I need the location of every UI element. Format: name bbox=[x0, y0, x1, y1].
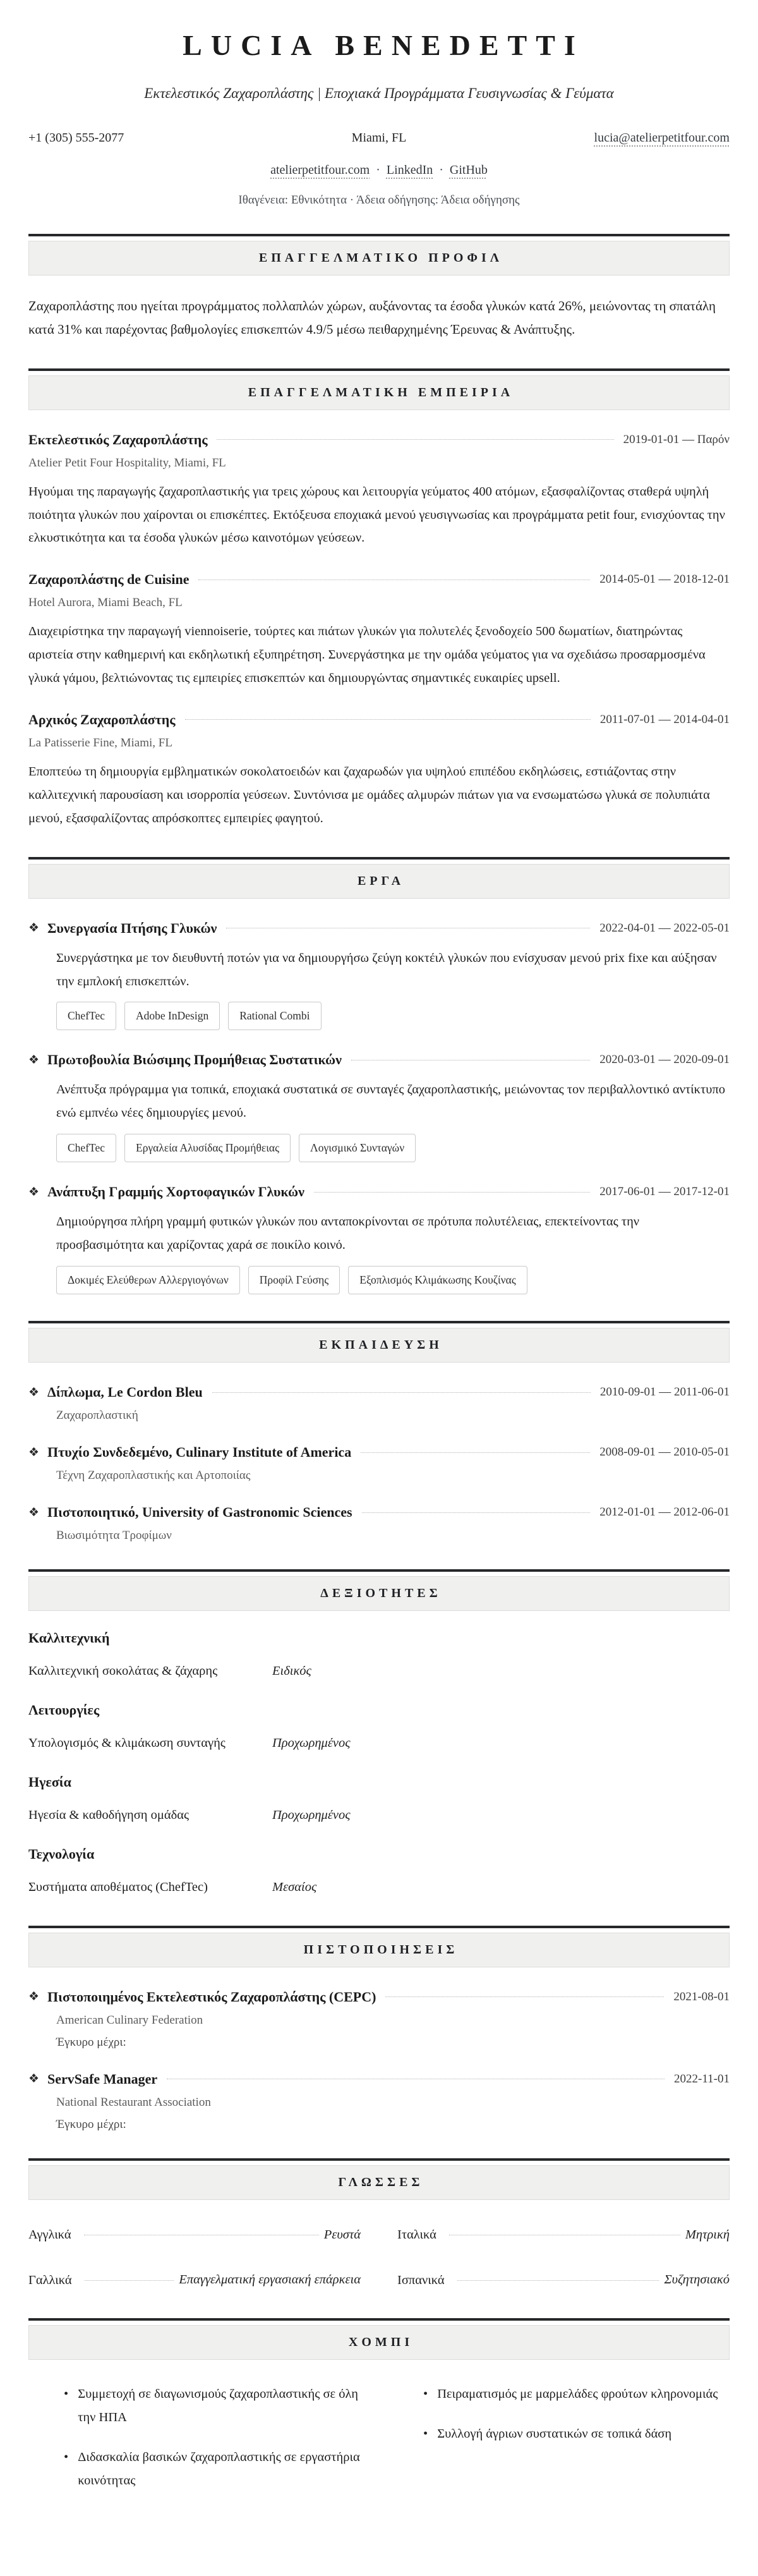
dotted-leader bbox=[185, 719, 591, 720]
dotted-leader bbox=[212, 1392, 591, 1393]
job-description: Ηγούμαι της παραγωγής ζαχαροπλαστικής για τρεις χώρους και λειτουργία γεύματος 400 ατόμων, εξασφαλίζοντας σταθερά υψηλή ποιότητα γλυκών που χαίρονται οι επισκέπτες. Εκτόξευσα εποχιακά μενού γευσιγνωσίας και προγράμματα petit four, ενισχύοντας την ελκυστικότητα και τα έσοδα γλυκών μέσω καινοτόμων γεύσεων. bbox=[28, 484, 725, 545]
skill-level: Προχωρημένος bbox=[272, 1807, 351, 1822]
project-tags bbox=[56, 1002, 730, 1030]
language-row bbox=[28, 2224, 361, 2247]
project-tags bbox=[56, 1266, 730, 1294]
language-row bbox=[28, 2269, 361, 2292]
valid-until-label: Έγκυρο μέχρι: bbox=[56, 2117, 126, 2131]
project-description: Συνεργάστηκα με τον διευθυντή ποτών για να δημιουργήσω ζεύγη κοκτέιλ γλυκών που ενίσχυσαν μενού prix fixe και αύξησαν την εμπλοκή επισκεπτών. bbox=[56, 951, 717, 988]
diamond-icon: ❖ bbox=[28, 1053, 40, 1067]
tag-chip: Adobe InDesign bbox=[124, 1002, 220, 1030]
dotted-leader bbox=[362, 1512, 591, 1513]
entry-header bbox=[28, 1989, 730, 2005]
section-title-skills: ΔΕΞΙΟΤΗΤΕΣ bbox=[28, 1576, 730, 1611]
certification-title: ServSafe Manager bbox=[47, 2070, 158, 2087]
job-dates: 2011-07-01 — 2014-04-01 bbox=[599, 712, 730, 726]
project-entry bbox=[28, 1052, 730, 1162]
entry-header bbox=[28, 1052, 730, 1068]
diamond-icon: ❖ bbox=[28, 1185, 40, 1199]
hobby-text: Διδασκαλία βασικών ζαχαροπλαστικής σε εργαστήρια κοινότητας bbox=[78, 2450, 360, 2488]
person-tagline: Εκτελεστικός Ζαχαροπλάστης | Εποχιακά Προγράμματα Γευσιγνωσίας & Γεύματα bbox=[144, 85, 614, 101]
section-divider bbox=[28, 2158, 730, 2161]
entry-header bbox=[28, 571, 730, 588]
experience-entry bbox=[28, 571, 730, 690]
job-title: Αρχικός Ζαχαροπλάστης bbox=[28, 711, 176, 727]
linkedin-link[interactable]: LinkedIn bbox=[386, 162, 433, 177]
dotted-leader bbox=[314, 1192, 590, 1193]
dotted-leader bbox=[361, 1452, 590, 1453]
person-name: LUCIA BENEDETTI bbox=[183, 29, 584, 61]
project-description: Δημιούργησα πλήρη γραμμή φυτικών γλυκών που ανταποκρίνονται σε πρότυπα πολυτέλειας, επεκτείνοντας την προσβασιμότητα και χαρίζοντας χαρά σε ποικίλο κοινό. bbox=[56, 1215, 640, 1253]
job-title: Ζαχαροπλάστης de Cuisine bbox=[28, 571, 190, 588]
section-title-certifications: ΠΙΣΤΟΠΟΙΗΣΕΙΣ bbox=[28, 1933, 730, 1967]
section-divider bbox=[28, 857, 730, 860]
dotted-leader bbox=[385, 1996, 664, 1997]
section-divider bbox=[28, 1321, 730, 1323]
degree-title: Δίπλωμα, Le Cordon Bleu bbox=[47, 1384, 203, 1400]
project-tags bbox=[56, 1134, 730, 1162]
bullet-icon: • bbox=[423, 2387, 428, 2402]
entry-header bbox=[28, 1444, 730, 1461]
phone-number: +1 (305) 555-2077 bbox=[28, 130, 124, 145]
education-dates: 2008-09-01 — 2010-05-01 bbox=[599, 1445, 730, 1459]
skill-name: Καλλιτεχνική σοκολάτας & ζάχαρης bbox=[28, 1664, 218, 1678]
entry-header bbox=[28, 2071, 730, 2087]
skill-category: Καλλιτεχνική bbox=[28, 1630, 110, 1646]
entry-header bbox=[28, 1384, 730, 1400]
language-level: Μητρική bbox=[685, 2227, 730, 2242]
hobby-item bbox=[64, 2383, 370, 2429]
section-skills bbox=[28, 1569, 730, 1899]
skill-name: Συστήματα αποθέματος (ChefTec) bbox=[28, 1880, 208, 1894]
education-entry bbox=[28, 1384, 730, 1423]
hobby-text: Συμμετοχή σε διαγωνισμούς ζαχαροπλαστικής σε όλη την ΗΠΑ bbox=[78, 2387, 359, 2425]
website-link[interactable]: atelierpetitfour.com bbox=[270, 162, 370, 177]
section-divider bbox=[28, 1569, 730, 1572]
entry-header bbox=[28, 432, 730, 448]
degree-title: Πτυχίο Συνδεδεμένο, Culinary Institute of America bbox=[47, 1444, 352, 1460]
section-experience bbox=[28, 368, 730, 830]
section-languages bbox=[28, 2158, 730, 2292]
skill-name: Ηγεσία & καθοδήγηση ομάδας bbox=[28, 1807, 190, 1822]
project-dates: 2017-06-01 — 2017-12-01 bbox=[599, 1185, 730, 1199]
language-level: Ρευστά bbox=[323, 2227, 361, 2242]
language-name: Γαλλικά bbox=[28, 2273, 72, 2287]
project-entry bbox=[28, 920, 730, 1031]
bullet-icon: • bbox=[64, 2387, 69, 2402]
language-level: Επαγγελματική εργασιακή επάρκεια bbox=[179, 2273, 361, 2287]
job-company: Atelier Petit Four Hospitality, Miami, FL bbox=[28, 456, 226, 470]
tag-chip: ChefTec bbox=[56, 1134, 116, 1162]
dotted-leader bbox=[85, 2280, 174, 2281]
section-divider bbox=[28, 2318, 730, 2321]
project-description: Ανέπτυξα πρόγραμμα για τοπικά, εποχιακά συστατικά σε συνταγές ζαχαροπλαστικής, μειώνοντας τον περιβαλλοντικό αντίκτυπο ενώ εμπνέω νέες δημιουργίες μενού. bbox=[56, 1083, 725, 1121]
language-name: Αγγλικά bbox=[28, 2227, 71, 2242]
hobby-text: Συλλογή άγριων συστατικών σε τοπικά δάση bbox=[437, 2427, 672, 2441]
skill-level: Προχωρημένος bbox=[272, 1735, 351, 1750]
entry-header bbox=[28, 920, 730, 937]
entry-header bbox=[28, 1504, 730, 1521]
languages-grid bbox=[28, 2224, 730, 2292]
job-dates: 2014-05-01 — 2018-12-01 bbox=[599, 573, 730, 586]
tag-chip: Εξοπλισμός Κλιμάκωσης Κουζίνας bbox=[348, 1266, 527, 1294]
hobby-list-left bbox=[28, 2383, 370, 2509]
job-company: Hotel Aurora, Miami Beach, FL bbox=[28, 596, 183, 610]
language-level: Συζητησιακό bbox=[664, 2273, 730, 2287]
diamond-icon: ❖ bbox=[28, 1445, 40, 1459]
experience-entry bbox=[28, 432, 730, 550]
dotted-leader bbox=[217, 439, 613, 440]
section-title-hobbies: ΧΟΜΠΙ bbox=[28, 2325, 730, 2360]
education-field: Ζαχαροπλαστική bbox=[56, 1409, 138, 1422]
education-dates: 2012-01-01 — 2012-06-01 bbox=[599, 1505, 730, 1519]
job-description: Εποπτεύω τη δημιουργία εμβληματικών σοκολατοειδών και ζαχαρωδών για υψηλού επιπέδου εκδηλώσεις, εστιάζοντας στην καλλιτεχνική παρουσίαση και ισορροπία γεύσεων. Συντόνισα με ομάδες αλμυρών πιάτων για να ενσωματώσω γλυκά σε πολυπιάτα μενού, εξασφαλίζοντας απρόσκοπτες εμπειρίες φαγητού. bbox=[28, 764, 710, 825]
valid-until-label: Έγκυρο μέχρι: bbox=[56, 2035, 126, 2049]
section-title-projects: ΕΡΓΑ bbox=[28, 864, 730, 899]
bullet-icon: • bbox=[423, 2427, 428, 2441]
project-entry bbox=[28, 1184, 730, 1294]
certification-entry bbox=[28, 2071, 730, 2132]
project-title: Ανάπτυξη Γραμμής Χορτοφαγικών Γλυκών bbox=[47, 1184, 304, 1200]
education-dates: 2010-09-01 — 2011-06-01 bbox=[599, 1385, 730, 1399]
certification-issuer: National Restaurant Association bbox=[56, 2095, 211, 2109]
hobby-item bbox=[423, 2383, 730, 2406]
job-company: La Patisserie Fine, Miami, FL bbox=[28, 736, 172, 750]
section-title-languages: ΓΛΩΣΣΕΣ bbox=[28, 2165, 730, 2200]
education-field: Βιωσιμότητα Τροφίμων bbox=[56, 1529, 172, 1542]
skill-name: Υπολογισμός & κλιμάκωση συνταγής bbox=[28, 1735, 226, 1750]
project-dates: 2020-03-01 — 2020-09-01 bbox=[599, 1053, 730, 1067]
tag-chip: Rational Combi bbox=[228, 1002, 321, 1030]
project-title: Συνεργασία Πτήσης Γλυκών bbox=[47, 920, 217, 936]
diamond-icon: ❖ bbox=[28, 1990, 40, 2003]
skill-category: Ηγεσία bbox=[28, 1773, 71, 1790]
skill-row bbox=[28, 1804, 445, 1827]
skill-row bbox=[28, 1876, 445, 1899]
resume-header bbox=[28, 29, 730, 207]
section-title-profile: ΕΠΑΓΓΕΛΜΑΤΙΚΟ ΠΡΟΦΙΛ bbox=[28, 241, 730, 276]
certification-date: 2021-08-01 bbox=[673, 1990, 730, 2003]
project-title: Πρωτοβουλία Βιώσιμης Προμήθειας Συστατικών bbox=[47, 1052, 342, 1068]
tag-chip: Προφίλ Γεύσης bbox=[248, 1266, 340, 1294]
tag-chip: Εργαλεία Αλυσίδας Προμήθειας bbox=[124, 1134, 291, 1162]
skill-category: Λειτουργίες bbox=[28, 1701, 100, 1718]
tag-chip: ChefTec bbox=[56, 1002, 116, 1030]
certification-title: Πιστοποιημένος Εκτελεστικός Ζαχαροπλάστης (CEPC) bbox=[47, 1988, 376, 2005]
skill-row bbox=[28, 1660, 445, 1683]
certification-issuer: American Culinary Federation bbox=[56, 2013, 203, 2027]
citizenship-license-meta: Ιθαγένεια: Εθνικότητα · Άδεια οδήγησης: Άδεια οδήγησης bbox=[238, 193, 520, 207]
section-projects bbox=[28, 857, 730, 1294]
bullet-icon: • bbox=[64, 2450, 69, 2465]
skill-level: Μεσαίος bbox=[272, 1880, 317, 1894]
job-dates: 2019-01-01 — Παρόν bbox=[623, 432, 730, 446]
skill-category: Τεχνολογία bbox=[28, 1845, 95, 1862]
experience-entry bbox=[28, 712, 730, 830]
section-title-education: ΕΚΠΑΙΔΕΥΣΗ bbox=[28, 1328, 730, 1363]
language-name: Ισπανικά bbox=[397, 2273, 445, 2287]
email-wrap bbox=[496, 131, 730, 145]
contact-row bbox=[28, 131, 730, 145]
section-hobbies bbox=[28, 2318, 730, 2509]
section-divider bbox=[28, 234, 730, 236]
certification-date: 2022-11-01 bbox=[674, 2072, 730, 2086]
skill-group bbox=[28, 1846, 730, 1899]
entry-header bbox=[28, 712, 730, 728]
location-text: Miami, FL bbox=[351, 130, 407, 145]
profile-summary: Ζαχαροπλάστης που ηγείται προγράμματος πολλαπλών χώρων, αυξάνοντας τα έσοδα γλυκών κατά 26%, μειώνοντας τη σπατάλη κατά 31% και παρέχοντας βαθμολογίες επισκεπτών 4.9/5 μέσω πειθαρχημένης Έρευνας & Ανάπτυξης. bbox=[28, 298, 716, 337]
link-separator: · bbox=[376, 162, 380, 177]
certification-entry bbox=[28, 1989, 730, 2050]
section-education bbox=[28, 1321, 730, 1543]
diamond-icon: ❖ bbox=[28, 1385, 40, 1399]
job-description: Διαχειρίστηκα την παραγωγή viennoiserie, τούρτες και πιάτων γλυκών για πολυτελές ξενοδοχείο 500 δωματίων, διατηρώντας αριστεία στην καθημερινή και εκδηλωτική εξυπηρέτηση. Συνεργάστηκα με την ομάδα γεύματος για να σχεδιάσω προσαρμοσμένα γλυκά γάμου, βελτιώνοντας τις εμπειρίες επισκεπτών και δημιουργώντας σημαντικές ευκαιρίες upsell. bbox=[28, 624, 706, 686]
diamond-icon: ❖ bbox=[28, 1505, 40, 1519]
section-certifications bbox=[28, 1926, 730, 2132]
job-title: Εκτελεστικός Ζαχαροπλάστης bbox=[28, 431, 208, 447]
skill-level: Ειδικός bbox=[272, 1664, 311, 1678]
email-link[interactable]: lucia@atelierpetitfour.com bbox=[594, 130, 730, 145]
diamond-icon: ❖ bbox=[28, 921, 40, 935]
github-link[interactable]: GitHub bbox=[449, 162, 488, 177]
skill-group bbox=[28, 1774, 730, 1827]
links-row bbox=[28, 163, 730, 178]
education-entry bbox=[28, 1504, 730, 1543]
skill-group bbox=[28, 1702, 730, 1755]
section-divider bbox=[28, 368, 730, 371]
degree-title: Πιστοποιητικό, University of Gastronomic Sciences bbox=[47, 1504, 352, 1520]
project-dates: 2022-04-01 — 2022-05-01 bbox=[599, 921, 730, 935]
education-field: Τέχνη Ζαχαροπλαστικής και Αρτοποιίας bbox=[56, 1469, 251, 1482]
skill-group bbox=[28, 1630, 730, 1683]
skill-row bbox=[28, 1732, 445, 1755]
link-separator: · bbox=[439, 162, 443, 177]
section-title-experience: ΕΠΑΓΓΕΛΜΑΤΙΚΗ ΕΜΠΕΙΡΙΑ bbox=[28, 375, 730, 410]
section-profile bbox=[28, 234, 730, 342]
hobby-list-right bbox=[388, 2383, 730, 2509]
education-entry bbox=[28, 1444, 730, 1483]
tag-chip: Λογισμικό Συνταγών bbox=[299, 1134, 416, 1162]
hobby-item bbox=[423, 2422, 730, 2446]
hobby-text: Πειραματισμός με μαρμελάδες φρούτων κληρονομιάς bbox=[437, 2387, 718, 2402]
dotted-leader bbox=[457, 2280, 659, 2281]
section-divider bbox=[28, 1926, 730, 1928]
language-name: Ιταλικά bbox=[397, 2227, 436, 2242]
language-row bbox=[397, 2224, 730, 2247]
hobby-item bbox=[64, 2446, 370, 2493]
entry-header bbox=[28, 1184, 730, 1200]
diamond-icon: ❖ bbox=[28, 2072, 40, 2086]
hobbies-grid bbox=[28, 2383, 730, 2509]
tag-chip: Δοκιμές Ελεύθερων Αλλεργιογόνων bbox=[56, 1266, 240, 1294]
language-row bbox=[397, 2269, 730, 2292]
